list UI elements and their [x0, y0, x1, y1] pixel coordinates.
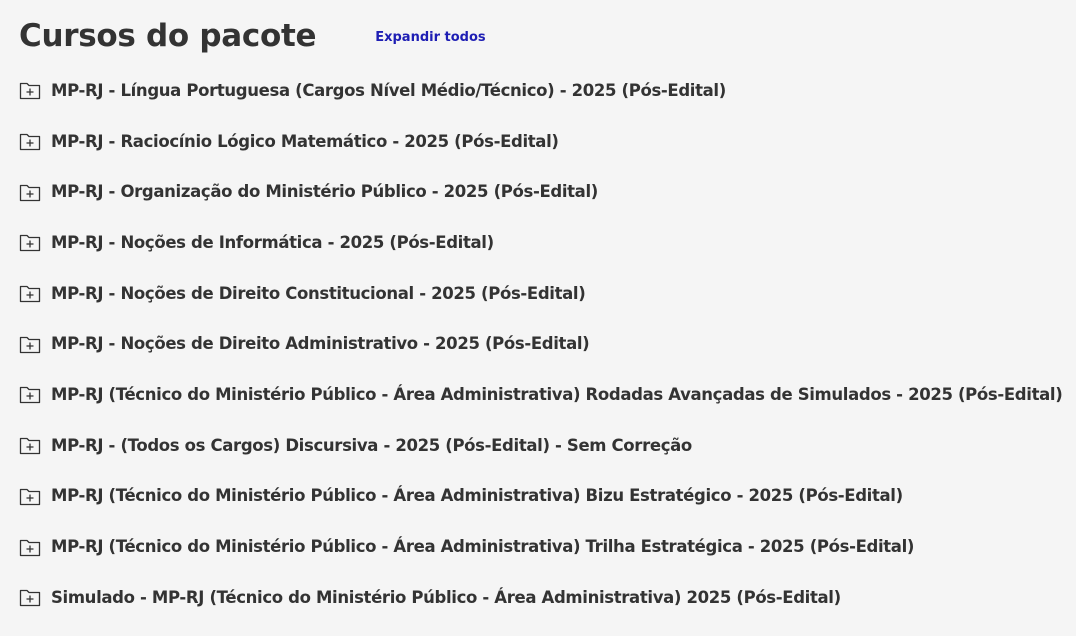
- course-title: MP-RJ - Noções de Informática - 2025 (Pós-Edital): [51, 232, 494, 252]
- folder-plus-icon: [19, 232, 41, 252]
- folder-plus-icon: [19, 182, 41, 202]
- course-title: MP-RJ - Noções de Direito Administrativo - 2025 (Pós-Edital): [51, 334, 590, 354]
- folder-plus-icon: [19, 283, 41, 303]
- section-header: [19, 16, 1076, 56]
- course-title: MP-RJ - Noções de Direito Constitucional - 2025 (Pós-Edital): [51, 283, 586, 303]
- course-item-5[interactable]: [19, 318, 1076, 369]
- expand-all-link[interactable]: Expandir todos: [375, 30, 486, 45]
- course-title: MP-RJ (Técnico do Ministério Público - Área Administrativa) Rodadas Avançadas de Simulados - 2025 (Pós-Edital): [51, 384, 1063, 404]
- course-title: MP-RJ - (Todos os Cargos) Discursiva - 2025 (Pós-Edital) - Sem Correção: [51, 435, 692, 455]
- folder-plus-icon: [19, 537, 41, 557]
- course-title: MP-RJ - Raciocínio Lógico Matemático - 2025 (Pós-Edital): [51, 131, 559, 151]
- folder-plus-icon: [19, 334, 41, 354]
- course-title: MP-RJ - Língua Portuguesa (Cargos Nível Médio/Técnico) - 2025 (Pós-Edital): [51, 80, 726, 100]
- folder-plus-icon: [19, 384, 41, 404]
- folder-plus-icon: [19, 587, 41, 607]
- course-title: MP-RJ - Organização do Ministério Público - 2025 (Pós-Edital): [51, 182, 598, 202]
- course-item-2[interactable]: [19, 166, 1076, 217]
- course-list: [19, 65, 1076, 623]
- folder-plus-icon: [19, 131, 41, 151]
- course-item-3[interactable]: [19, 217, 1076, 268]
- page-title: Cursos do pacote: [19, 18, 317, 54]
- folder-plus-icon: [19, 486, 41, 506]
- course-item-1[interactable]: [19, 116, 1076, 167]
- folder-plus-icon: [19, 435, 41, 455]
- course-item-7[interactable]: [19, 420, 1076, 471]
- course-title: MP-RJ (Técnico do Ministério Público - Área Administrativa) Bizu Estratégico - 2025 (Pós-Edital): [51, 486, 903, 506]
- course-title: MP-RJ (Técnico do Ministério Público - Área Administrativa) Trilha Estratégica - 2025 (Pós-Edital): [51, 537, 915, 557]
- course-item-0[interactable]: [19, 65, 1076, 116]
- course-item-9[interactable]: [19, 521, 1076, 572]
- course-item-6[interactable]: [19, 369, 1076, 420]
- course-title: Simulado - MP-RJ (Técnico do Ministério Público - Área Administrativa) 2025 (Pós-Edital): [51, 587, 841, 607]
- folder-plus-icon: [19, 80, 41, 100]
- course-item-8[interactable]: [19, 471, 1076, 522]
- course-item-10[interactable]: [19, 572, 1076, 623]
- course-item-4[interactable]: [19, 268, 1076, 319]
